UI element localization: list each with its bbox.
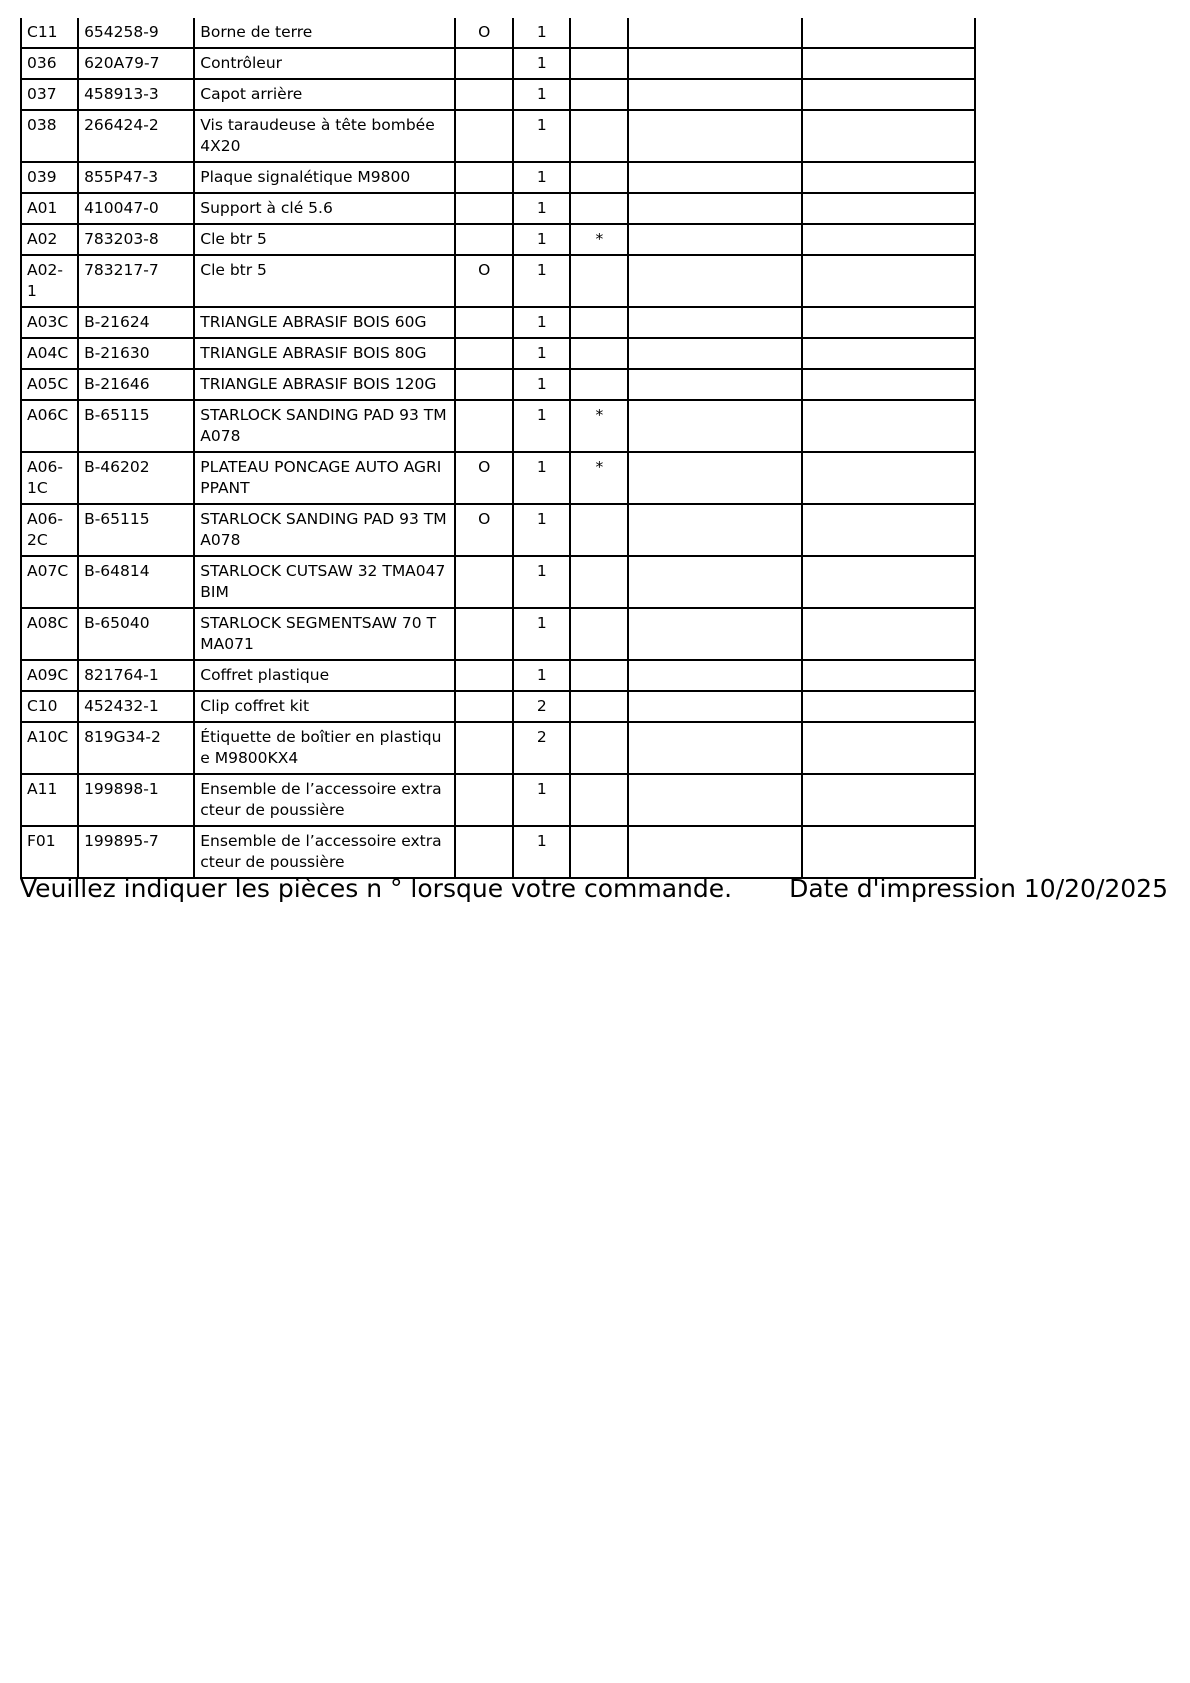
blank-cell: [802, 307, 975, 338]
option-cell: [455, 826, 513, 878]
part-number-cell: 819G34-2: [78, 722, 194, 774]
parts-table-body: [21, 18, 975, 878]
parts-table: [20, 18, 976, 879]
blank-cell: [628, 110, 801, 162]
item-number-cell: A11: [21, 774, 78, 826]
table-row: [21, 193, 975, 224]
description-cell: Vis taraudeuse à tête bombée 4X20: [194, 110, 455, 162]
blank-cell: [628, 369, 801, 400]
blank-cell: [628, 79, 801, 110]
quantity-cell: 1: [513, 826, 570, 878]
note-mark-cell: [570, 722, 628, 774]
note-mark-cell: [570, 608, 628, 660]
quantity-cell: 1: [513, 79, 570, 110]
quantity-cell: 1: [513, 48, 570, 79]
order-instruction-note: Veuillez indiquer les pièces n ° lorsque votre commande.: [20, 874, 733, 903]
item-number-cell: F01: [21, 826, 78, 878]
note-mark-cell: [570, 660, 628, 691]
table-row: [21, 826, 975, 878]
part-number-cell: B-65115: [78, 400, 194, 452]
description-cell: Étiquette de boîtier en plastique M9800KX4: [194, 722, 455, 774]
description-cell: Cle btr 5: [194, 255, 455, 307]
quantity-cell: 1: [513, 400, 570, 452]
part-number-cell: 654258-9: [78, 18, 194, 48]
part-number-cell: 452432-1: [78, 691, 194, 722]
item-number-cell: A04C: [21, 338, 78, 369]
blank-cell: [802, 608, 975, 660]
option-cell: [455, 79, 513, 110]
description-cell: STARLOCK SEGMENTSAW 70 TMA071: [194, 608, 455, 660]
description-cell: Contrôleur: [194, 48, 455, 79]
description-cell: STARLOCK SANDING PAD 93 TMA078: [194, 504, 455, 556]
quantity-cell: 1: [513, 18, 570, 48]
item-number-cell: C11: [21, 18, 78, 48]
blank-cell: [802, 369, 975, 400]
table-row: [21, 660, 975, 691]
note-mark-cell: [570, 18, 628, 48]
blank-cell: [628, 18, 801, 48]
description-cell: Plaque signalétique M9800: [194, 162, 455, 193]
description-cell: Cle btr 5: [194, 224, 455, 255]
option-cell: [455, 369, 513, 400]
option-cell: [455, 660, 513, 691]
table-row: [21, 774, 975, 826]
note-mark-cell: [570, 369, 628, 400]
description-cell: STARLOCK SANDING PAD 93 TMA078: [194, 400, 455, 452]
option-cell: [455, 608, 513, 660]
quantity-cell: 1: [513, 307, 570, 338]
table-row: [21, 722, 975, 774]
blank-cell: [802, 48, 975, 79]
blank-cell: [628, 307, 801, 338]
blank-cell: [628, 162, 801, 193]
note-mark-cell: [570, 774, 628, 826]
option-cell: [455, 691, 513, 722]
item-number-cell: A03C: [21, 307, 78, 338]
table-row: [21, 79, 975, 110]
description-cell: Borne de terre: [194, 18, 455, 48]
option-cell: [455, 338, 513, 369]
description-cell: Capot arrière: [194, 79, 455, 110]
blank-cell: [802, 774, 975, 826]
item-number-cell: A05C: [21, 369, 78, 400]
option-cell: [455, 193, 513, 224]
part-number-cell: B-21624: [78, 307, 194, 338]
table-row: [21, 452, 975, 504]
option-cell: [455, 162, 513, 193]
option-cell: O: [455, 255, 513, 307]
note-mark-cell: [570, 826, 628, 878]
part-number-cell: 410047-0: [78, 193, 194, 224]
blank-cell: [628, 774, 801, 826]
table-row: [21, 608, 975, 660]
quantity-cell: 1: [513, 369, 570, 400]
quantity-cell: 1: [513, 162, 570, 193]
blank-cell: [802, 79, 975, 110]
blank-cell: [802, 18, 975, 48]
part-number-cell: 199898-1: [78, 774, 194, 826]
note-mark-cell: [570, 556, 628, 608]
table-row: [21, 369, 975, 400]
item-number-cell: 036: [21, 48, 78, 79]
quantity-cell: 1: [513, 110, 570, 162]
blank-cell: [802, 255, 975, 307]
quantity-cell: 1: [513, 556, 570, 608]
note-mark-cell: *: [570, 452, 628, 504]
part-number-cell: B-21630: [78, 338, 194, 369]
quantity-cell: 1: [513, 660, 570, 691]
part-number-cell: 620A79-7: [78, 48, 194, 79]
quantity-cell: 1: [513, 224, 570, 255]
item-number-cell: A10C: [21, 722, 78, 774]
blank-cell: [802, 452, 975, 504]
quantity-cell: 2: [513, 722, 570, 774]
option-cell: [455, 110, 513, 162]
note-mark-cell: [570, 338, 628, 369]
note-mark-cell: [570, 307, 628, 338]
option-cell: O: [455, 18, 513, 48]
table-row: [21, 18, 975, 48]
option-cell: [455, 224, 513, 255]
quantity-cell: 1: [513, 452, 570, 504]
note-mark-cell: [570, 48, 628, 79]
option-cell: [455, 400, 513, 452]
blank-cell: [802, 660, 975, 691]
description-cell: TRIANGLE ABRASIF BOIS 60G: [194, 307, 455, 338]
part-number-cell: 458913-3: [78, 79, 194, 110]
blank-cell: [802, 162, 975, 193]
blank-cell: [802, 400, 975, 452]
item-number-cell: A06C: [21, 400, 78, 452]
note-mark-cell: [570, 110, 628, 162]
item-number-cell: A06-2C: [21, 504, 78, 556]
description-cell: Support à clé 5.6: [194, 193, 455, 224]
option-cell: [455, 556, 513, 608]
blank-cell: [628, 224, 801, 255]
quantity-cell: 1: [513, 608, 570, 660]
blank-cell: [802, 826, 975, 878]
part-number-cell: 783203-8: [78, 224, 194, 255]
part-number-cell: 821764-1: [78, 660, 194, 691]
blank-cell: [628, 691, 801, 722]
description-cell: TRIANGLE ABRASIF BOIS 80G: [194, 338, 455, 369]
table-row: [21, 691, 975, 722]
note-mark-cell: [570, 691, 628, 722]
note-mark-cell: *: [570, 400, 628, 452]
table-row: [21, 224, 975, 255]
item-number-cell: A09C: [21, 660, 78, 691]
description-cell: Ensemble de l’accessoire extracteur de poussière: [194, 826, 455, 878]
blank-cell: [802, 193, 975, 224]
note-mark-cell: [570, 504, 628, 556]
blank-cell: [802, 556, 975, 608]
table-row: [21, 48, 975, 79]
note-mark-cell: [570, 79, 628, 110]
blank-cell: [628, 48, 801, 79]
part-number-cell: 783217-7: [78, 255, 194, 307]
quantity-cell: 1: [513, 338, 570, 369]
description-cell: Clip coffret kit: [194, 691, 455, 722]
table-row: [21, 162, 975, 193]
option-cell: [455, 722, 513, 774]
blank-cell: [802, 110, 975, 162]
blank-cell: [628, 608, 801, 660]
option-cell: [455, 48, 513, 79]
blank-cell: [802, 224, 975, 255]
part-number-cell: 199895-7: [78, 826, 194, 878]
part-number-cell: 855P47-3: [78, 162, 194, 193]
table-row: [21, 255, 975, 307]
part-number-cell: B-64814: [78, 556, 194, 608]
table-row: [21, 110, 975, 162]
part-number-cell: B-65115: [78, 504, 194, 556]
blank-cell: [628, 826, 801, 878]
blank-cell: [628, 255, 801, 307]
description-cell: TRIANGLE ABRASIF BOIS 120G: [194, 369, 455, 400]
option-cell: [455, 307, 513, 338]
item-number-cell: C10: [21, 691, 78, 722]
quantity-cell: 2: [513, 691, 570, 722]
blank-cell: [628, 400, 801, 452]
note-mark-cell: [570, 255, 628, 307]
quantity-cell: 1: [513, 193, 570, 224]
part-number-cell: B-46202: [78, 452, 194, 504]
description-cell: Ensemble de l’accessoire extracteur de poussière: [194, 774, 455, 826]
item-number-cell: A02: [21, 224, 78, 255]
table-row: [21, 556, 975, 608]
item-number-cell: A08C: [21, 608, 78, 660]
blank-cell: [628, 452, 801, 504]
note-mark-cell: *: [570, 224, 628, 255]
table-row: [21, 338, 975, 369]
blank-cell: [628, 660, 801, 691]
blank-cell: [628, 193, 801, 224]
blank-cell: [802, 338, 975, 369]
blank-cell: [802, 691, 975, 722]
item-number-cell: A02-1: [21, 255, 78, 307]
blank-cell: [628, 722, 801, 774]
note-mark-cell: [570, 193, 628, 224]
item-number-cell: A06-1C: [21, 452, 78, 504]
option-cell: O: [455, 452, 513, 504]
option-cell: [455, 774, 513, 826]
item-number-cell: 038: [21, 110, 78, 162]
table-row: [21, 400, 975, 452]
item-number-cell: 037: [21, 79, 78, 110]
note-mark-cell: [570, 162, 628, 193]
description-cell: PLATEAU PONCAGE AUTO AGRIPPANT: [194, 452, 455, 504]
table-row: [21, 307, 975, 338]
quantity-cell: 1: [513, 255, 570, 307]
item-number-cell: A07C: [21, 556, 78, 608]
blank-cell: [628, 556, 801, 608]
part-number-cell: 266424-2: [78, 110, 194, 162]
part-number-cell: B-21646: [78, 369, 194, 400]
description-cell: Coffret plastique: [194, 660, 455, 691]
blank-cell: [628, 504, 801, 556]
quantity-cell: 1: [513, 774, 570, 826]
option-cell: O: [455, 504, 513, 556]
blank-cell: [802, 504, 975, 556]
part-number-cell: B-65040: [78, 608, 194, 660]
blank-cell: [802, 722, 975, 774]
description-cell: STARLOCK CUTSAW 32 TMA047 BIM: [194, 556, 455, 608]
table-row: [21, 504, 975, 556]
print-date: Date d'impression 10/20/2025: [789, 874, 1168, 903]
item-number-cell: A01: [21, 193, 78, 224]
blank-cell: [628, 338, 801, 369]
item-number-cell: 039: [21, 162, 78, 193]
quantity-cell: 1: [513, 504, 570, 556]
